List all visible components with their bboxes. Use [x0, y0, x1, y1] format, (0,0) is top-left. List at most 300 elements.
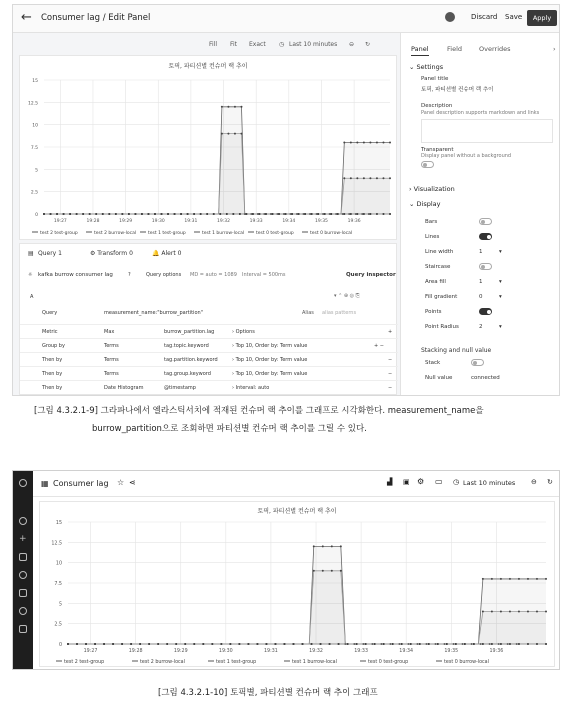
query-input[interactable]: measurement_name:"burrow_partition"	[104, 310, 203, 316]
query-row-label: Then by	[42, 371, 63, 377]
series-point	[500, 643, 502, 645]
series-point	[536, 643, 538, 645]
tab-alert-count: 0	[177, 250, 182, 257]
x-tick-label: 19:27	[53, 219, 67, 224]
description-hint: Panel description supports markdown and links	[421, 110, 540, 116]
series-point	[56, 213, 58, 215]
series-point	[121, 643, 123, 645]
series-point	[121, 213, 123, 215]
explore-icon[interactable]	[19, 571, 27, 579]
series-line	[68, 579, 546, 644]
series-point	[401, 643, 403, 645]
series-point	[175, 643, 177, 645]
panel-title-label: Panel title	[421, 76, 449, 82]
chevron-down-icon[interactable]: ▾	[499, 324, 502, 330]
y-tick-label: 10	[55, 561, 62, 567]
x-tick-label: 19:31	[184, 219, 198, 224]
series-point	[95, 213, 97, 215]
description-input[interactable]	[421, 119, 553, 143]
series-point	[232, 213, 234, 215]
series-point	[206, 213, 208, 215]
database-icon: ▤	[28, 250, 34, 257]
display-option-value[interactable]: 2	[479, 324, 483, 330]
datasource-icon: ☼	[28, 272, 33, 278]
y-tick-label: 12.5	[51, 541, 62, 547]
series-point	[322, 570, 324, 572]
legend-label[interactable]: test 0 test-group	[256, 231, 294, 236]
refresh-icon[interactable]: ↻	[547, 478, 553, 486]
series-point	[112, 643, 114, 645]
legend-label[interactable]: test 1 test-group	[216, 660, 257, 665]
series-point	[313, 570, 315, 572]
y-tick-label: 2.5	[54, 622, 62, 628]
series-point	[265, 213, 267, 215]
datasource-picker[interactable]: kafka burrow consumer lag	[38, 272, 113, 278]
series-point	[184, 643, 186, 645]
series-point	[350, 213, 352, 215]
series-area	[68, 611, 546, 644]
series-point	[219, 213, 221, 215]
y-tick-label: 15	[55, 521, 62, 526]
series-point	[128, 213, 130, 215]
series-point	[130, 643, 132, 645]
query-ref-id[interactable]: A	[30, 294, 34, 300]
series-point	[213, 213, 215, 215]
x-tick-label: 19:31	[264, 649, 278, 654]
query-row-actions[interactable]: ▾ ⌃ ⊕ ◎ ⎘	[334, 293, 360, 299]
gear-icon[interactable]	[19, 607, 27, 615]
series-point	[221, 106, 223, 108]
series-point	[82, 213, 84, 215]
chevron-down-icon[interactable]: ▾	[499, 249, 502, 255]
stack-toggle[interactable]	[471, 359, 484, 366]
gear-icon[interactable]: ⚙	[417, 477, 425, 486]
series-point	[437, 643, 439, 645]
query-row-options[interactable]: › Top 10, Order by: Term value	[232, 371, 308, 377]
series-point	[545, 578, 547, 580]
dashboards-icon[interactable]	[19, 553, 27, 561]
series-point	[227, 133, 229, 135]
series-point	[383, 643, 385, 645]
series-point	[229, 643, 231, 645]
series-point	[157, 643, 159, 645]
display-option-value[interactable]: 1	[479, 249, 483, 255]
display-header-label: Display	[416, 200, 441, 208]
alias-label: Alias	[302, 310, 314, 316]
series-area	[44, 178, 390, 214]
transparent-label: Transparent	[421, 147, 454, 153]
series-point	[331, 545, 333, 547]
series-point	[245, 213, 247, 215]
tab-transform[interactable]: ⚙ Transform 0	[90, 250, 133, 257]
query-row-agg[interactable]: Terms	[104, 371, 119, 377]
share-icon[interactable]: ⋖	[129, 478, 136, 487]
series-area	[44, 143, 390, 214]
chevron-down-icon[interactable]: ▾	[499, 294, 502, 300]
series-point	[292, 643, 294, 645]
query-md: MD = auto = 1089	[190, 272, 237, 278]
display-option-toggle[interactable]	[479, 308, 492, 315]
query-row-action-buttons[interactable]: −	[388, 357, 393, 363]
query-row	[20, 352, 398, 366]
series-point	[252, 213, 254, 215]
series-point	[154, 213, 156, 215]
series-point	[350, 177, 352, 179]
query-row-action-buttons[interactable]: −	[388, 385, 393, 391]
legend-label[interactable]: test 1 burrow-local	[202, 231, 245, 236]
edit-panel-header	[13, 5, 560, 33]
query-row-field[interactable]: tag.partition.keyword	[164, 357, 218, 363]
series-point	[320, 643, 322, 645]
series-point	[343, 213, 345, 215]
zoom-out-icon[interactable]: ⊖	[531, 478, 537, 486]
series-point	[50, 213, 52, 215]
series-point	[369, 142, 371, 144]
series-point	[202, 643, 204, 645]
series-point	[356, 142, 358, 144]
series-point	[331, 570, 333, 572]
tab-alert[interactable]: 🔔 Alert 0	[152, 250, 182, 257]
x-tick-label: 19:36	[347, 219, 361, 224]
grafana-logo-icon[interactable]	[19, 479, 27, 487]
plus-icon[interactable]: +	[19, 534, 27, 544]
y-tick-label: 12.5	[27, 101, 38, 107]
series-point	[356, 177, 358, 179]
series-point	[428, 643, 430, 645]
y-tick-label: 15	[32, 79, 38, 84]
caption-1-line-2: burrow_partition으로 조회하면 파티션별 컨슈머 랙 추이를 그릴 수 있다.	[92, 424, 367, 434]
query-row-agg[interactable]: Terms	[104, 357, 119, 363]
exact-button[interactable]: Exact	[249, 41, 266, 48]
save-icon[interactable]: ▣	[403, 478, 410, 486]
star-icon[interactable]: ☆	[117, 478, 125, 487]
transparent-toggle[interactable]	[421, 161, 434, 168]
series-point	[482, 578, 484, 580]
x-tick-label: 19:28	[128, 649, 143, 654]
series-point	[240, 106, 242, 108]
tab-query-label: Query	[38, 250, 57, 257]
series-line	[44, 178, 390, 214]
display-option-toggle[interactable]	[479, 218, 492, 225]
series-point	[356, 213, 358, 215]
time-range-picker[interactable]: Last 10 minutes	[463, 479, 516, 487]
series-point	[301, 643, 303, 645]
series-point	[419, 643, 421, 645]
legend-label[interactable]: test 2 burrow-local	[94, 231, 137, 236]
series-point	[446, 643, 448, 645]
clock-icon: ◷	[453, 478, 460, 486]
query-row-field[interactable]: @timestamp	[164, 385, 196, 391]
transparent-hint: Display panel without a background	[421, 153, 512, 159]
query-inspector-button[interactable]: Query inspector	[346, 272, 396, 278]
description-label: Description	[421, 103, 453, 109]
series-point	[365, 643, 367, 645]
tab-overrides[interactable]: Overrides	[479, 45, 511, 53]
legend-label[interactable]: test 0 burrow-local	[310, 231, 353, 236]
series-point	[491, 578, 493, 580]
legend-label[interactable]: test 2 test-group	[64, 660, 105, 665]
query-row-agg[interactable]: Max	[104, 329, 115, 335]
series-point	[278, 213, 280, 215]
x-tick-label: 19:28	[86, 219, 100, 224]
chart-title: 토픽, 파티션별 컨슈머 랙 추이	[168, 63, 248, 70]
query-editor	[19, 243, 397, 395]
shield-icon[interactable]	[19, 625, 27, 633]
series-point	[265, 643, 267, 645]
y-tick-label: 7.5	[30, 146, 38, 151]
series-point	[108, 213, 110, 215]
series-point	[180, 213, 182, 215]
legend-label[interactable]: test 1 burrow-local	[292, 660, 337, 665]
tab-alert-label: Alert	[161, 250, 176, 257]
add-panel-icon[interactable]: ▟	[387, 478, 393, 486]
series-point	[343, 177, 345, 179]
display-option-toggle[interactable]	[479, 263, 492, 270]
series-point	[338, 643, 340, 645]
series-point	[464, 643, 466, 645]
display-option-label: Line width	[425, 249, 454, 255]
series-point	[313, 545, 315, 547]
series-point	[85, 643, 87, 645]
dashboard-title[interactable]: Consumer lag	[53, 479, 109, 488]
chevron-down-icon[interactable]: ▾	[499, 279, 502, 285]
series-point	[491, 610, 493, 612]
tab-transform-label: Transform	[97, 250, 128, 257]
discard-button[interactable]: Discard	[471, 13, 498, 21]
visualization-header-label: Visualization	[413, 185, 455, 193]
tab-field[interactable]: Field	[447, 45, 463, 53]
display-option-toggle[interactable]	[479, 233, 492, 240]
series-point	[103, 643, 105, 645]
nav-sidebar	[13, 471, 33, 670]
display-header[interactable]: ⌄ Display	[409, 200, 441, 208]
query-row-action-buttons[interactable]: + −	[374, 343, 384, 349]
series-point	[76, 643, 78, 645]
series-point	[343, 142, 345, 144]
query-row-label: Then by	[42, 385, 63, 391]
series-point	[329, 643, 331, 645]
x-tick-label: 19:32	[309, 649, 323, 654]
help-icon[interactable]: ?	[128, 272, 131, 278]
series-point	[166, 643, 168, 645]
series-point	[337, 213, 339, 215]
chart-2	[40, 502, 554, 666]
y-tick-label: 0	[58, 643, 62, 648]
series-point	[311, 643, 313, 645]
series-point	[330, 213, 332, 215]
chart-title: 토픽, 파티션별 컨슈머 랙 추이	[257, 508, 337, 515]
query-row-label: Then by	[42, 357, 63, 363]
query-row-action-buttons[interactable]: +	[388, 329, 393, 335]
series-point	[193, 643, 195, 645]
tab-query[interactable]	[38, 250, 62, 257]
series-point	[76, 213, 78, 215]
display-option-label: Lines	[425, 234, 440, 240]
series-point	[382, 142, 384, 144]
stack-label: Stack	[425, 360, 441, 366]
y-tick-label: 7.5	[54, 582, 62, 587]
query-row-field[interactable]: burrow_partition.lag	[164, 329, 215, 335]
display-option-label: Points	[425, 309, 442, 315]
dashboard-header	[33, 471, 560, 497]
series-point	[545, 610, 547, 612]
panel-preview	[19, 55, 397, 240]
series-point	[43, 213, 45, 215]
refresh-icon[interactable]: ↻	[365, 41, 371, 48]
x-tick-label: 19:34	[282, 219, 296, 224]
series-point	[356, 643, 358, 645]
query-row-agg[interactable]: Terms	[104, 343, 119, 349]
series-point	[200, 213, 202, 215]
series-point	[174, 213, 176, 215]
query-interval: Interval = 500ms	[242, 272, 286, 278]
display-option-value[interactable]: 0	[479, 294, 483, 300]
x-tick-label: 19:33	[249, 219, 263, 224]
series-point	[324, 213, 326, 215]
x-tick-label: 19:30	[218, 649, 233, 654]
series-point	[527, 643, 529, 645]
series-point	[376, 213, 378, 215]
panel-title-input[interactable]: 토픽, 파티션별 컨슈머 랙 추이	[421, 87, 494, 93]
query-options-button[interactable]: Query options	[146, 272, 182, 278]
series-point	[304, 213, 306, 215]
series-point	[518, 610, 520, 612]
series-point	[500, 578, 502, 580]
series-point	[311, 213, 313, 215]
series-point	[363, 213, 365, 215]
save-button[interactable]: Save	[505, 13, 523, 21]
panel-toolbar	[13, 33, 398, 55]
legend-label[interactable]: test 0 test-group	[368, 660, 409, 665]
query-row-options[interactable]: › Interval: auto	[232, 385, 270, 391]
chart-1	[20, 56, 396, 239]
series-point	[518, 578, 520, 580]
gear-icon[interactable]	[445, 12, 455, 22]
fill-button[interactable]: Fill	[209, 41, 218, 48]
series-point	[271, 213, 273, 215]
dashboard-screenshot	[12, 470, 560, 670]
series-point	[187, 213, 189, 215]
y-tick-label: 0	[35, 213, 38, 218]
legend-label[interactable]: test 0 burrow-local	[444, 660, 489, 665]
query-row-field[interactable]: tag.topic.keyword	[164, 343, 209, 349]
arrow-left-icon[interactable]: ←	[21, 10, 32, 25]
series-point	[211, 643, 213, 645]
series-point	[238, 643, 240, 645]
series-point	[256, 643, 258, 645]
null-value-select[interactable]: connected	[471, 375, 500, 381]
series-line	[44, 143, 390, 214]
series-point	[389, 177, 391, 179]
y-tick-label: 5	[58, 602, 62, 608]
tv-icon[interactable]: ▭	[435, 477, 443, 486]
query-row-options[interactable]: › Top 10, Order by: Term value	[232, 343, 308, 349]
series-point	[317, 213, 319, 215]
y-tick-label: 2.5	[30, 190, 38, 196]
options-sidebar	[400, 33, 560, 396]
series-point	[350, 142, 352, 144]
tab-panel[interactable]: Panel	[411, 45, 429, 56]
zoom-out-icon[interactable]: ⊖	[349, 41, 355, 48]
fit-button[interactable]: Fit	[230, 41, 238, 48]
series-point	[518, 643, 520, 645]
query-row-action-buttons[interactable]: −	[388, 371, 393, 377]
series-point	[389, 213, 391, 215]
x-tick-label: 19:35	[444, 649, 459, 654]
query-row-label: Group by	[42, 343, 65, 349]
series-point	[410, 643, 412, 645]
series-point	[239, 213, 241, 215]
series-point	[63, 213, 65, 215]
series-point	[340, 570, 342, 572]
series-point	[500, 610, 502, 612]
query-row-agg[interactable]: Date Histogram	[104, 385, 144, 391]
series-point	[220, 643, 222, 645]
series-point	[369, 213, 371, 215]
apply-button[interactable]: Apply	[527, 10, 557, 26]
series-point	[482, 610, 484, 612]
series-point	[291, 213, 293, 215]
alias-input[interactable]: alias patterns	[322, 310, 357, 316]
query-row-label: Metric	[42, 329, 58, 335]
page-title: Consumer lag / Edit Panel	[41, 13, 151, 23]
legend-label[interactable]: test 2 burrow-local	[140, 660, 185, 665]
query-row-options[interactable]: › Options	[232, 329, 255, 335]
series-point	[115, 213, 117, 215]
query-row-options[interactable]: › Top 10, Order by: Term value	[232, 357, 308, 363]
settings-header[interactable]: ⌄ Settings	[409, 63, 444, 71]
x-tick-label: 19:33	[354, 649, 369, 654]
query-row	[20, 380, 398, 394]
series-point	[240, 133, 242, 135]
series-point	[227, 106, 229, 108]
display-option-value[interactable]: 1	[479, 279, 483, 285]
series-point	[193, 213, 195, 215]
series-point	[298, 213, 300, 215]
series-area	[68, 579, 546, 644]
query-row-field[interactable]: tag.group.keyword	[164, 371, 211, 377]
display-option-label: Point Radius	[425, 324, 459, 330]
series-point	[376, 177, 378, 179]
series-point	[247, 643, 249, 645]
caption-2: [그림 4.3.2.1-10] 토픽별, 파티션별 컨슈머 랙 추이 그래프	[158, 688, 378, 698]
series-point	[509, 643, 511, 645]
series-point	[347, 643, 349, 645]
display-option-label: Area fill	[425, 279, 446, 285]
dashboard-panel	[39, 501, 555, 667]
chevron-right-icon[interactable]: ›	[553, 45, 556, 53]
query-label: Query	[42, 310, 58, 316]
series-point	[102, 213, 104, 215]
legend-label[interactable]: test 2 test-group	[40, 231, 78, 236]
series-point	[509, 578, 511, 580]
display-option-label: Fill gradient	[425, 294, 458, 300]
edit-panel-screenshot	[12, 4, 560, 396]
settings-header-label: Settings	[416, 63, 444, 71]
time-range-picker[interactable]: Last 10 minutes	[289, 41, 338, 48]
caption-1-line-1: [그림 4.3.2.1-9] 그라파나에서 엘라스틱서치에 적재된 컨슈머 랙 추이를 그래프로 시각화한다. measurement_name을	[34, 406, 484, 416]
series-point	[382, 213, 384, 215]
legend-label[interactable]: test 1 test-group	[148, 231, 186, 236]
alerting-icon[interactable]	[19, 589, 27, 597]
series-point	[382, 177, 384, 179]
visualization-header[interactable]: › Visualization	[409, 185, 455, 193]
search-icon[interactable]	[19, 517, 27, 525]
query-row	[20, 338, 398, 352]
tab-query-count: 1	[58, 250, 62, 257]
series-point	[283, 643, 285, 645]
series-point	[545, 643, 547, 645]
